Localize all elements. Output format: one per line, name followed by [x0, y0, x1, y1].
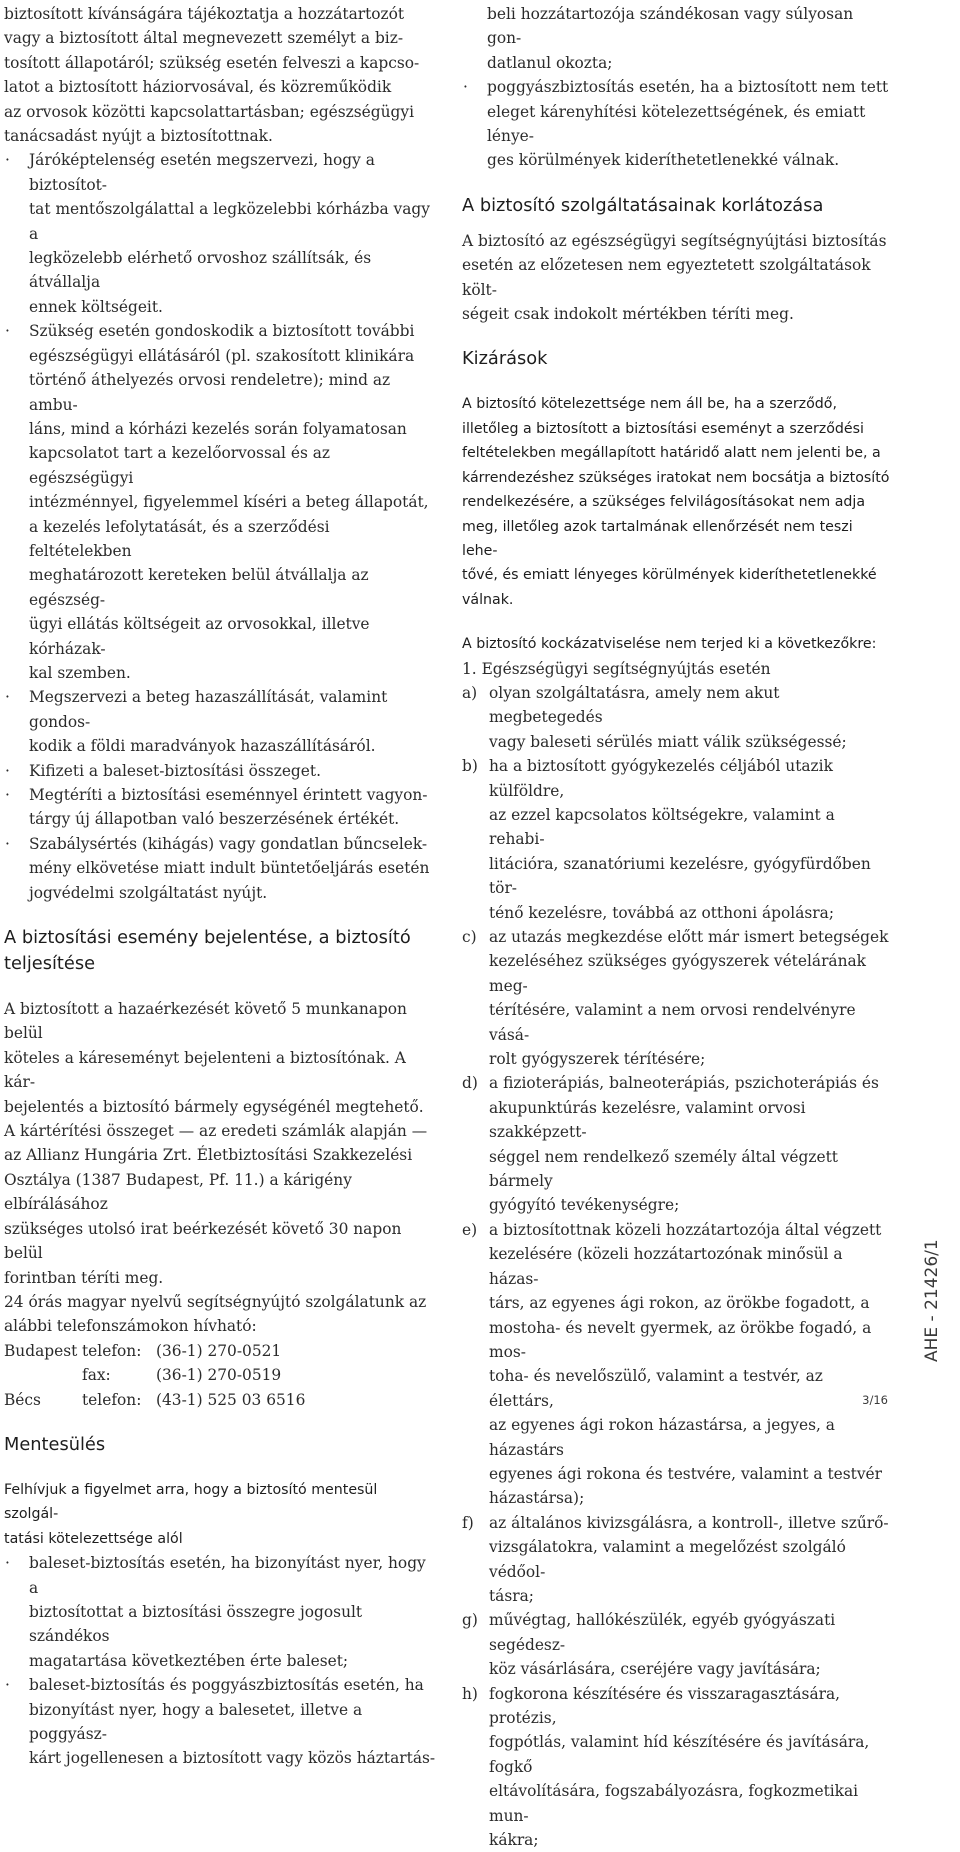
exclusion-item-text: térítésére, valamint a nem orvosi rendelvényre vásá-	[489, 1001, 856, 1044]
exclusion-item-line	[462, 1779, 892, 1828]
bullet-line: beli hozzátartozója szándékosan vagy súlyosan gon-	[487, 5, 854, 48]
phone-kind: fax:	[82, 1366, 111, 1385]
bullet-line: kal szemben.	[29, 663, 131, 682]
section-title: Kizárások	[462, 348, 548, 370]
phone-kind: telefon:	[82, 1390, 142, 1409]
bullet-line: meghatározott kereteken belül átvállalja az egészség-	[29, 566, 369, 609]
bullet-line: mény elkövetése miatt indult büntetőeljárás esetén	[29, 859, 430, 878]
bullet-line: · poggyászbiztosítás esetén, ha a biztosított nem tett	[462, 75, 892, 99]
exclusion-item-mark	[462, 1413, 489, 1462]
exclusion-item-mark: f)	[462, 1513, 474, 1532]
bullet-line: jogvédelmi szolgáltatást nyújt.	[29, 883, 268, 902]
phone-number: (36-1) 270-0521	[156, 1341, 282, 1360]
section-body-line: 24 órás magyar nyelvű segítségnyújtó szolgálatunk az	[4, 1292, 427, 1311]
section-body-line: forintban téríti meg.	[4, 1268, 164, 1287]
bold-line: rendelkezésére, a szükséges felvilágosításokat nem adja	[462, 494, 866, 511]
exclusion-item-line	[462, 1218, 892, 1242]
bullet-line: intézménnyel, figyelemmel kíséri a beteg állapotát,	[29, 493, 429, 512]
exclusion-item-text: vizsgálatokra, valamint a megelőzést szolgáló védőol-	[489, 1538, 846, 1581]
exclusion-item-mark	[462, 1291, 489, 1315]
bullet-line: · Kifizeti a baleset-biztosítási összeget.	[4, 759, 436, 783]
exclusion-item-text: gyógyító tevékenységre;	[489, 1196, 680, 1215]
bullet-line: ennek költségeit.	[29, 297, 163, 316]
bullet-line: tat mentőszolgálattal a legközelebbi kórházba vagy a	[29, 200, 430, 243]
bullet-line: · Szükség esetén gondoskodik a biztosított további	[4, 319, 436, 343]
section-body-line: esetén az előzetesen nem egyeztetett szolgáltatások költ-	[462, 256, 871, 299]
bullet-line: történő áthelyezés orvosi rendeletre); mind az ambu-	[29, 371, 391, 414]
bullet-line: ges körülmények kideríthetetlenekké válnak.	[487, 151, 840, 170]
bold-line: feltételekben megállapított határidő alatt nem jelenti be, a	[462, 445, 881, 462]
section-lead-line: tatási kötelezettsége alól	[4, 1530, 183, 1547]
exclusion-item-mark	[462, 1096, 489, 1145]
phone-number: (43-1) 525 03 6516	[156, 1390, 306, 1409]
exclusion-item-mark	[462, 730, 489, 754]
section-body-line: A biztosító az egészségügyi segítségnyújtási biztosítás	[462, 231, 887, 250]
exclusion-item-line	[462, 1682, 892, 1731]
exclusion-item-text: litációra, szanatóriumi kezelésre, gyógyfürdőben tör-	[489, 854, 871, 898]
section-body-line: alábbi telefonszámokon hívható:	[4, 1317, 257, 1336]
exclusion-item-mark	[462, 1486, 489, 1510]
exclusion-item-mark	[462, 998, 489, 1047]
section-body-line: bejelentés a biztosító bármely egységénél megtehető.	[4, 1097, 424, 1116]
exclusion-item-text: mostoha- és nevelt gyermek, az örökbe fogadó, a mos-	[489, 1318, 872, 1361]
exclusion-item-line	[462, 1657, 892, 1681]
bullet-line: · baleset-biztosítás és poggyászbiztosítás esetén, ha	[4, 1673, 436, 1697]
spacer	[462, 173, 892, 193]
exclusion-item-mark	[462, 1584, 489, 1608]
exclusion-item-text: vagy baleseti sérülés miatt válik szükségessé;	[489, 732, 847, 751]
spacer	[462, 326, 892, 346]
bullet-line: kodik a földi maradványok hazaszállításáról.	[29, 737, 376, 756]
bullet-line: kárt jogellenesen a biztosított vagy közös háztartás-	[29, 1749, 436, 1768]
exclusion-item-mark: d)	[462, 1074, 478, 1093]
exclusion-item-line	[462, 803, 892, 852]
exclusion-item-line	[462, 1047, 892, 1071]
bullet-line: legközelebb elérhető orvoshoz szállítsák, és átvállalja	[29, 249, 372, 292]
exclusion-item-mark: g)	[462, 1611, 478, 1630]
exclusion-item-mark	[462, 1316, 489, 1365]
exclusion-item-text: ha a biztosított gyógykezelés céljából utazik külföldre,	[489, 757, 833, 800]
phone-kind: telefon:	[82, 1341, 142, 1360]
exclusion-item-line	[462, 949, 892, 998]
exclusion-item-line	[462, 1608, 892, 1657]
exclusion-item-mark	[462, 949, 489, 998]
page-number: 3/16	[862, 1393, 888, 1407]
exclusion-item-text: akupunktúrás kezelésre, valamint orvosi szakképzett-	[489, 1098, 806, 1142]
section-body-line: szükséges utolsó irat beérkezését követő 30 napon belül	[4, 1219, 402, 1263]
exclusion-item-text: séggel nem rendelkező személy által végzett bármely	[489, 1147, 838, 1191]
spacer	[4, 905, 436, 925]
exclusion-item-line	[462, 1486, 892, 1510]
bold-line: tővé, és emiatt lényeges körülmények kideríthetetlenekké	[462, 567, 877, 584]
bullet-line: · Járóképtelenség esetén megszervezi, hogy a biztosítot-	[4, 148, 436, 197]
bullet-line: datlanul okozta;	[487, 53, 613, 72]
phone-city: Budapest	[4, 1341, 78, 1360]
exclusion-item-text: kezeléséhez szükséges gyógyszerek vételárának meg-	[489, 952, 867, 995]
exclusion-item-line	[462, 1291, 892, 1315]
exclusion-item-mark	[462, 1462, 489, 1486]
section-body-line: az Allianz Hungária Zrt. Életbiztosítási Szakkezelési	[4, 1146, 413, 1165]
bullet-line: biztosítottat a biztosítási összegre jogosult szándékos	[29, 1602, 363, 1646]
exclusion-item-line	[462, 1511, 892, 1535]
exclusion-item-text: az egyenes ági rokon házastársa, a jegyes, a házastárs	[489, 1416, 835, 1459]
phone-row	[4, 1363, 436, 1387]
exclusion-item-line	[462, 1462, 892, 1486]
exclusion-item-line	[462, 901, 892, 925]
exclusion-item-text: olyan szolgáltatásra, amely nem akut megbetegedés	[489, 683, 780, 727]
exclusion-item-mark	[462, 852, 489, 901]
exclusion-item-text: művégtag, hallókészülék, egyéb gyógyászati segédesz-	[489, 1611, 836, 1654]
exclusion-item-text: köz vásárlására, cseréjére vagy javítására;	[489, 1660, 821, 1679]
phone-row	[4, 1339, 436, 1363]
bullet-line: magatartása következtében érte baleset;	[29, 1651, 349, 1670]
exclusion-item-mark: h)	[462, 1684, 478, 1703]
phone-city	[4, 1363, 82, 1387]
spacer	[462, 612, 892, 632]
exclusion-item-mark: c)	[462, 928, 477, 946]
exclusion-item-text: az általános kivizsgálásra, a kontroll-, illetve szűrő-	[489, 1513, 889, 1532]
exclusion-item-text: kákra;	[489, 1831, 539, 1850]
spacer	[4, 1458, 436, 1478]
intro-line: vagy a biztosított által megnevezett személyt a biz-	[4, 29, 404, 48]
exclusion-item-line	[462, 754, 892, 803]
exclusion-sub: 1. Egészségügyi segítségnyújtás esetén	[462, 659, 771, 678]
exclusion-item-line	[462, 1730, 892, 1779]
exclusion-item-line	[462, 1413, 892, 1462]
exclusion-item-line	[462, 730, 892, 754]
section-body-line: A kártérítési összeget — az eredeti számlák alapján —	[4, 1122, 428, 1141]
bullet-line: a kezelés lefolytatását, és a szerződési feltételekben	[29, 517, 330, 560]
exclusion-item-line	[462, 681, 892, 730]
bullet-line: egészségügyi ellátásáról (pl. szakosított klinikára	[29, 346, 415, 365]
exclusion-item-line	[462, 1145, 892, 1194]
bullet-line: kapcsolatot tart a kezelőorvossal és az egészségügyi	[29, 444, 331, 487]
left-column	[4, 2, 436, 1771]
exclusion-item-mark	[462, 1047, 489, 1071]
spacer	[462, 372, 892, 392]
intro-line: az orvosok közötti kapcsolattartásban; egészségügyi	[4, 102, 415, 121]
intro-line: latot a biztosított háziorvosával, és közreműködik	[4, 78, 392, 97]
right-column	[462, 2, 892, 1852]
section-title: A biztosítási esemény bejelentése, a biztosító	[4, 927, 411, 949]
bullet-line: ügyi ellátás költségeit az orvosokkal, illetve kórházak-	[29, 615, 370, 658]
section-title: A biztosító szolgáltatásainak korlátozása	[462, 194, 824, 216]
exclusion-item-mark: e)	[462, 1220, 478, 1239]
phone-row	[4, 1388, 436, 1412]
bullet-line: tárgy új állapotban való beszerzésének értékét.	[29, 810, 400, 829]
exclusion-item-mark	[462, 1657, 489, 1681]
exclusion-item-mark: b)	[462, 757, 478, 776]
exclusion-item-mark: a)	[462, 683, 478, 702]
exclusion-item-line	[462, 1193, 892, 1217]
exclusion-item-text: kezelésére (közeli hozzátartozónak minősül a házas-	[489, 1245, 843, 1288]
bold-line: meg, illetőleg azok tartalmának ellenőrzését nem teszi lehe-	[462, 518, 853, 559]
intro-line: tosított állapotáról; szükség esetén felveszi a kapcso-	[4, 53, 420, 72]
exclusion-item-mark	[462, 1145, 489, 1194]
exclusion-item-mark	[462, 901, 489, 925]
bold-line: illetőleg a biztosított a biztosítási eseményt a szerződési	[462, 420, 864, 437]
bullet-line: · Megszervezi a beteg hazaszállítását, valamint gondos-	[4, 685, 436, 734]
exclusion-item-mark	[462, 1779, 489, 1828]
exclusion-item-text: egyenes ági rokona és testvére, valamint a testvér	[489, 1464, 883, 1483]
exclusion-item-text: toha- és nevelőszülő, valamint a testvér, az élettárs,	[489, 1367, 823, 1410]
spacer	[4, 977, 436, 997]
exclusion-item-mark	[462, 1535, 489, 1584]
exclusion-item-text: az utazás megkezdése előtt már ismert betegségek	[489, 928, 889, 946]
section-body-line: köteles a káreseményt bejelenteni a biztosítónak. A kár-	[4, 1048, 406, 1092]
phone-city: Bécs	[4, 1390, 41, 1409]
section-body-line: Osztálya (1387 Budapest, Pf. 11.) a kárigény elbírálásához	[4, 1170, 352, 1214]
exclusion-item-text: rolt gyógyszerek térítésére;	[489, 1050, 706, 1069]
exclusion-item-text: fogpótlás, valamint híd készítésére és javítására, fogkő	[489, 1733, 870, 1776]
exclusion-item-line	[462, 1096, 892, 1145]
exclusion-lead: A biztosító kockázatviselése nem terjed ki a következőkre:	[462, 636, 877, 653]
exclusion-item-line	[462, 1364, 892, 1413]
exclusion-item-text: az ezzel kapcsolatos költségekre, valamint a rehabi-	[489, 805, 835, 849]
exclusion-item-line	[462, 1584, 892, 1608]
exclusion-item-text: társ, az egyenes ági rokon, az örökbe fogadott, a	[489, 1294, 870, 1313]
exclusion-item-text: eltávolítására, fogszabályozásra, fogkozmetikai mun-	[489, 1782, 859, 1825]
section-body-line: ségeit csak indokolt mértékben téríti meg.	[462, 305, 794, 324]
intro-line: tanácsadást nyújt a biztosítottnak.	[4, 127, 273, 146]
exclusion-item-mark	[462, 1193, 489, 1217]
exclusion-item-text: ténő kezelésre, továbbá az otthoni ápolásra;	[489, 903, 835, 922]
spacer	[4, 1412, 436, 1432]
bullet-line: · Szabálysértés (kihágás) vagy gondatlan bűncselek-	[4, 832, 436, 856]
bullet-line: eleget kárenyhítési kötelezettségének, és emiatt lénye-	[487, 102, 866, 146]
exclusion-item-mark	[462, 1242, 489, 1291]
exclusion-item-line	[462, 925, 892, 949]
exclusion-item-line	[462, 1242, 892, 1291]
exclusion-item-mark	[462, 1730, 489, 1779]
exclusion-item-line	[462, 852, 892, 901]
exclusion-item-text: házastársa);	[489, 1489, 585, 1508]
intro-line: biztosított kívánságára tájékoztatja a hozzátartozót	[4, 5, 405, 23]
bold-line: A biztosító kötelezettsége nem áll be, ha a szerződő,	[462, 396, 837, 413]
bullet-line: láns, mind a kórházi kezelés során folyamatosan	[29, 419, 407, 438]
section-body-line: A biztosított a hazaérkezését követő 5 munkanapon belül	[4, 1000, 407, 1043]
exclusion-item-line	[462, 1535, 892, 1584]
exclusion-item-text: tásra;	[489, 1586, 534, 1605]
document-code: AHE - 21426/1	[922, 1239, 942, 1362]
bullet-line: bizonyítást nyer, hogy a balesetet, illetve a poggyász-	[29, 1700, 363, 1743]
section-title: teljesítése	[4, 953, 96, 975]
bullet-line: · Megtéríti a biztosítási eseménnyel érintett vagyon-	[4, 783, 436, 807]
exclusion-item-line	[462, 1828, 892, 1852]
spacer	[462, 219, 892, 229]
exclusion-item-mark	[462, 1828, 489, 1852]
bold-line: válnak.	[462, 591, 514, 608]
exclusion-item-line	[462, 1071, 892, 1095]
exclusion-item-line	[462, 998, 892, 1047]
section-lead-line: Felhívjuk a figyelmet arra, hogy a biztosító mentesül szolgál-	[4, 1481, 378, 1523]
phone-number: (36-1) 270-0519	[156, 1366, 282, 1385]
exclusion-item-line	[462, 1316, 892, 1365]
exclusion-item-text: fogkorona készítésére és visszaragasztására, protézis,	[489, 1684, 841, 1727]
exclusion-item-text: a biztosítottnak közeli hozzátartozója által végzett	[489, 1220, 882, 1239]
exclusion-item-mark	[462, 803, 489, 852]
exclusion-item-text: a fizioterápiás, balneoterápiás, pszichoterápiás és	[489, 1074, 879, 1093]
bold-line: kárrendezéshez szükséges iratokat nem bocsátja a biztosító	[462, 469, 890, 486]
bullet-line: · baleset-biztosítás esetén, ha bizonyítást nyer, hogy a	[4, 1551, 436, 1600]
section-title: Mentesülés	[4, 1433, 106, 1455]
exclusion-item-mark	[462, 1364, 489, 1413]
